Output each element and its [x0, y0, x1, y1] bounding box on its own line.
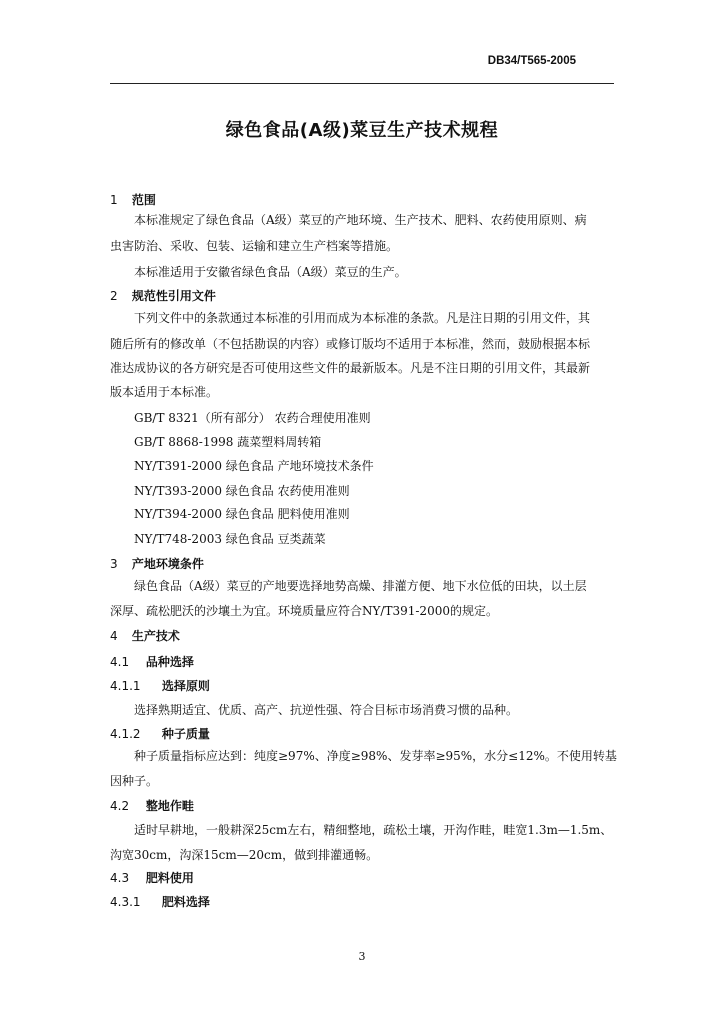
- section-title: 品种选择: [145, 655, 194, 669]
- reference-item: NY/T748-2003 绿色食品 豆类蔬菜: [134, 532, 326, 546]
- reference-item: NY/T391-2000 绿色食品 产地环境技术条件: [134, 459, 374, 473]
- page-number: 3: [358, 950, 366, 963]
- section-4-3-heading: [110, 870, 194, 886]
- section-2-heading: [110, 288, 216, 304]
- section-title: 规范性引用文件: [131, 289, 216, 303]
- section-title: 范围: [131, 193, 156, 207]
- standard-code: DB34/T565-2005: [487, 55, 576, 67]
- section-3-heading: [110, 556, 204, 572]
- header-rule: [110, 83, 614, 84]
- paragraph-line: 适时早耕地，一般耕深25cm左右，精细整地，疏松土壤，开沟作畦，畦宽1.3m—1.5m、: [134, 823, 613, 837]
- section-number: 4.1.1: [110, 679, 141, 693]
- section-number: 4.2: [110, 799, 130, 813]
- document-title: 绿色食品(A级)菜豆生产技术规程: [225, 120, 499, 141]
- section-number: 4.3.1: [110, 895, 141, 909]
- section-number: 4.1.2: [110, 727, 141, 741]
- paragraph-line: 沟宽30cm，沟深15cm—20cm，做到排灌通畅。: [110, 848, 379, 862]
- section-number: 4.3: [110, 871, 130, 885]
- paragraph-line: 本标准规定了绿色食品（A级）菜豆的产地环境、生产技术、肥料、农药使用原则、病: [134, 213, 587, 227]
- section-title: 肥料使用: [145, 871, 194, 885]
- paragraph-line: 随后所有的修改单（不包括勘误的内容）或修订版均不适用于本标准，然而，鼓励根据本标: [110, 337, 591, 351]
- section-4-1-heading: [110, 654, 194, 670]
- section-4-heading: [110, 628, 180, 644]
- paragraph-line: 因种子。: [110, 774, 159, 788]
- paragraph-line: 选择熟期适宜、优质、高产、抗逆性强、符合目标市场消费习惯的品种。: [134, 703, 519, 717]
- section-title: 生产技术: [131, 629, 180, 643]
- section-4-1-2-heading: [110, 726, 210, 742]
- section-title: 选择原则: [161, 679, 210, 693]
- paragraph-line: 准达成协议的各方研究是否可使用这些文件的最新版本。凡是不注日期的引用文件，其最新: [110, 361, 591, 375]
- paragraph-line: 种子质量指标应达到：纯度≥97%、净度≥98%、发芽率≥95%，水分≤12%。不使用转基: [134, 749, 617, 763]
- paragraph-line: 下列文件中的条款通过本标准的引用而成为本标准的条款。凡是注日期的引用文件，其: [134, 311, 591, 325]
- paragraph-line: 本标准适用于安徽省绿色食品（A级）菜豆的生产。: [134, 265, 407, 279]
- reference-item: NY/T394-2000 绿色食品 肥料使用准则: [134, 507, 350, 521]
- section-number: 4.1: [110, 655, 130, 669]
- reference-item: GB/T 8321（所有部分） 农药合理使用准则: [134, 411, 371, 425]
- section-1-heading: [110, 192, 156, 208]
- reference-item: NY/T393-2000 绿色食品 农药使用准则: [134, 484, 350, 498]
- paragraph-line: 版本适用于本标准。: [110, 385, 219, 399]
- section-4-1-1-heading: [110, 678, 210, 694]
- paragraph-line: 深厚、疏松肥沃的沙壤土为宜。环境质量应符合NY/T391-2000的规定。: [110, 604, 498, 618]
- section-title: 肥料选择: [161, 895, 210, 909]
- paragraph-line: 绿色食品（A级）菜豆的产地要选择地势高燥、排灌方便、地下水位低的田块，以土层: [134, 579, 587, 593]
- section-number: 1: [110, 193, 118, 207]
- section-title: 整地作畦: [145, 799, 194, 813]
- section-title: 产地环境条件: [131, 557, 204, 571]
- paragraph-line: 虫害防治、采收、包装、运输和建立生产档案等措施。: [110, 239, 399, 253]
- section-4-3-1-heading: [110, 894, 210, 910]
- reference-item: GB/T 8868-1998 蔬菜塑料周转箱: [134, 435, 322, 449]
- section-title: 种子质量: [161, 727, 210, 741]
- section-number: 4: [110, 629, 118, 643]
- section-number: 3: [110, 557, 118, 571]
- section-4-2-heading: [110, 798, 194, 814]
- section-number: 2: [110, 289, 118, 303]
